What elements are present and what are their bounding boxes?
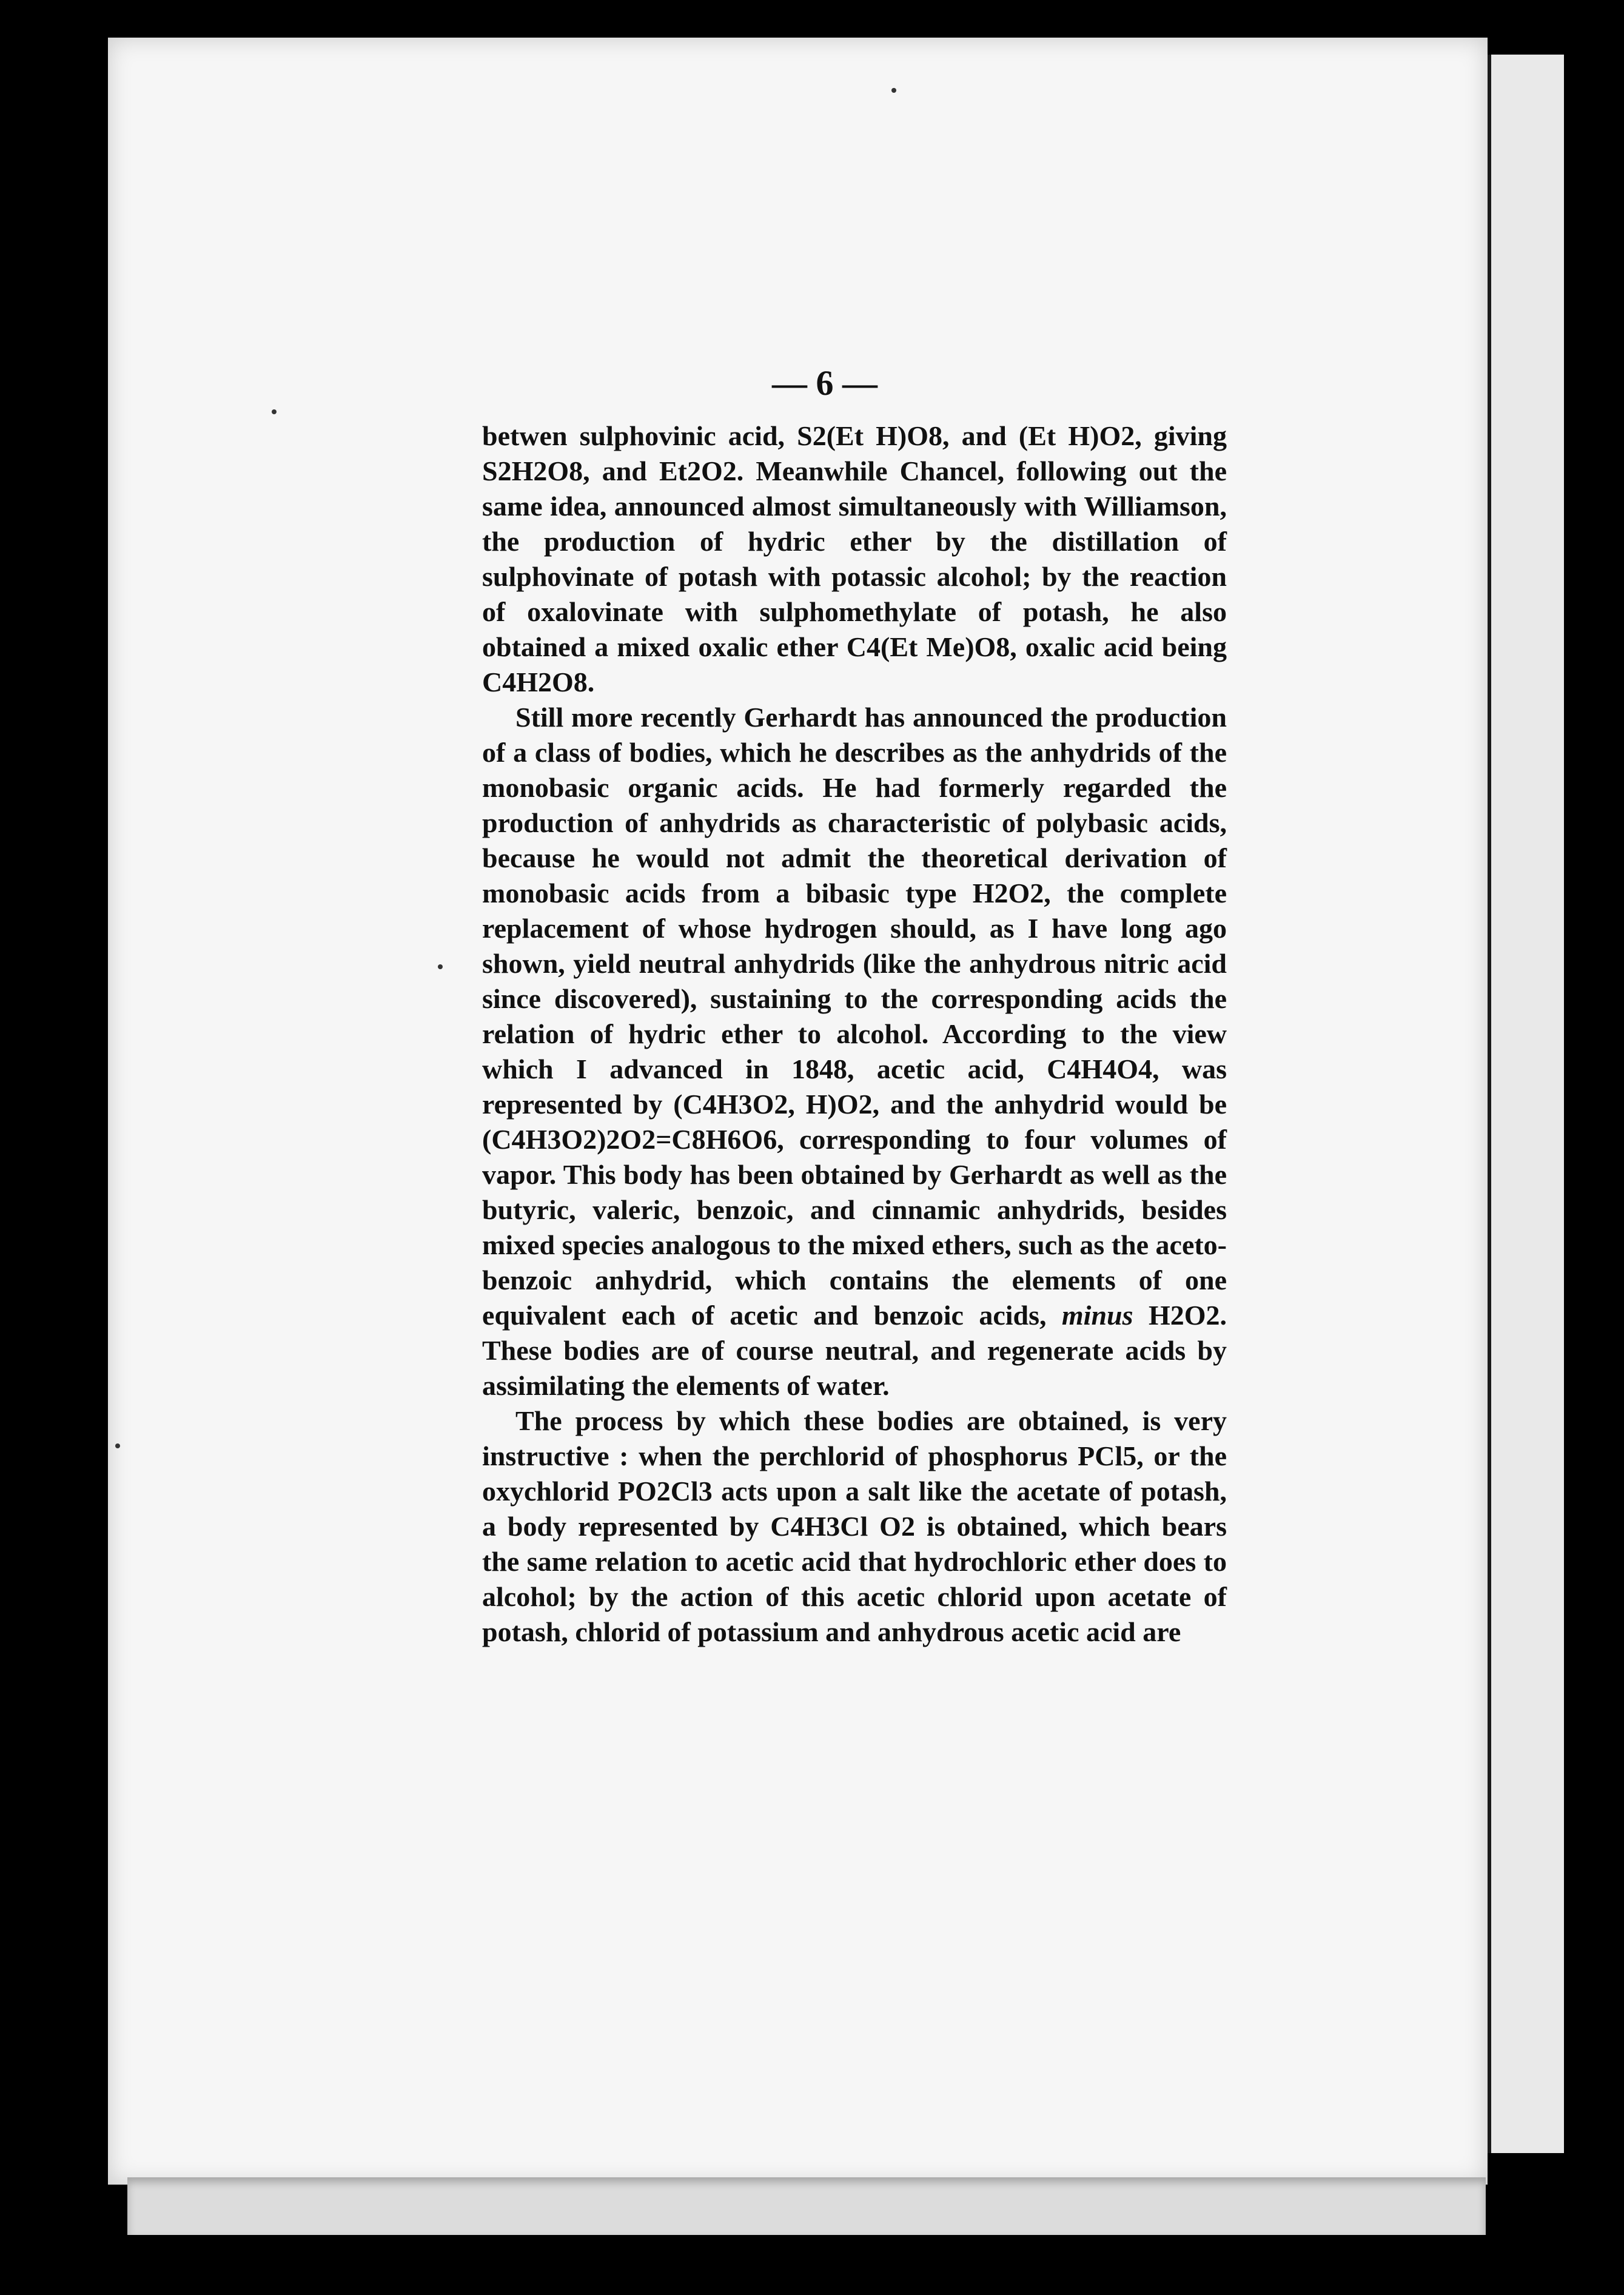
paragraph-2: [482, 700, 1227, 1403]
page-number: — 6 —: [772, 363, 877, 403]
paper-speck: [272, 409, 277, 414]
paragraph-1: betwen sulphovinic acid, S2(Et H)O8, and (Et H)O2, giving S2H2O8, and Et2O2. Meanwhile Chancel, following out the same idea, announced almost simultaneously with Williamson, the production of hydric ether by the distillation of sulphovinate of potash with potassic alcohol; by the reaction of oxalovinate with sulphomethylate of potash, he also obtained a mixed oxalic ether C4(Et Me)O8, oxalic acid being C4H2O8.: [482, 420, 1227, 697]
facing-page-edge: [1488, 55, 1564, 2153]
paper-speck: [891, 88, 896, 93]
body-text: [482, 418, 1227, 1650]
paragraph-3: The process by which these bodies are obtained, is very instructive : when the perchlorid of phosphorus PCl5, or the oxychlorid PO2Cl3 acts upon a salt like the acetate of potash, a body represented by C4H3Cl O2 is obtained, which bears the same relation to acetic acid that hydrochloric ether does to alcohol; by the action of this acetic chlorid upon acetate of potash, chlorid of potassium and anhydrous acetic acid are: [482, 1405, 1227, 1647]
page-bottom-edge: [127, 2177, 1486, 2235]
paragraph-2-text-after: H2O2. These bodies are of course neutral, and regenerate acids by assimilating the elements of water.: [482, 1300, 1227, 1401]
paper-speck: [115, 1443, 120, 1448]
paragraph-2-text: Still more recently Gerhardt has announced the production of a class of bodies, which he describes as the anhydrids of the monobasic organic acids. He had formerly regarded the production of anhydrids as characteristic of polybasic acids, because he would not admit the theoretical derivation of monobasic acids from a bibasic type H2O2, the complete replacement of whose hydrogen should, as I have long ago shown, yield neutral anhydrids (like the anhydrous nitric acid since discovered), sustaining to the corresponding acids the relation of hydric ether to alcohol. According to the view which I advanced in 1848, acetic acid, C4H4O4, was represented by (C4H3O2, H)O2, and the anhydrid would be (C4H3O2)2O2=C8H6O6, corresponding to four volumes of vapor. This body has been obtained by Gerhardt as well as the butyric, valeric, benzoic, and cinnamic anhydrids, besides mixed species analogous to the mixed ethers, such as the aceto-benzoic anhydrid, which contains the elements of one equivalent each of acetic and benzoic acids,: [482, 702, 1227, 1331]
paper-speck: [438, 964, 443, 969]
paragraph-2-italic: minus: [1061, 1300, 1133, 1331]
